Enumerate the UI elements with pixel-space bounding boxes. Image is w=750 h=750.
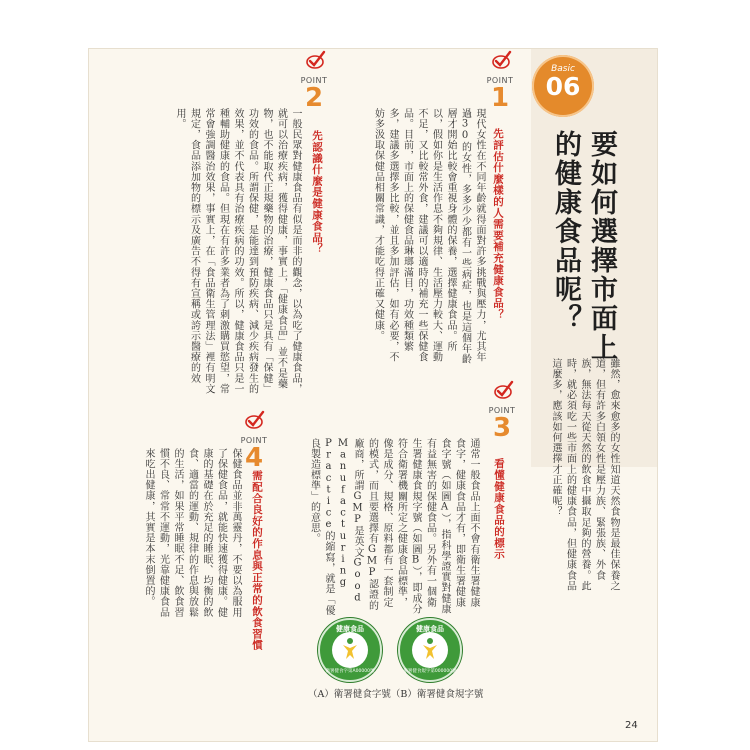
person-figure-icon: [420, 636, 440, 660]
point-3-body: 通常一般食品上面不會有衛生署健康食字，健康食品才有，即衛生署健康食字號（如圖A），指科學證實對健康有益無害的保健食品。另外有一個衛生署健康食規字號（如圖B），即成分符合衛署機關所定之健康食品標準，像是成分、規格、原料都有一套制定的模式，而且要選擇有GMP認證的廠商，所謂GMP是英文Good Manufacturing Practice的縮寫，就是「優良製造標準」的意思。: [308, 438, 479, 616]
checkmark-icon: [493, 380, 515, 400]
point-number: 4: [244, 443, 264, 473]
checkmark-icon: [305, 50, 327, 70]
point-label: POINT: [300, 76, 328, 85]
checkmark-icon: [491, 50, 513, 70]
page-title-line-2: 的健康食品呢？: [550, 130, 581, 333]
point-number: 3: [492, 413, 512, 443]
point-3-heading: 看懂健康食品的標示: [493, 458, 505, 560]
point-1-marker: [480, 76, 520, 111]
badge-number: 06: [545, 72, 581, 101]
intro-text: 雖然，愈來愈多的女性知道天然食物是最佳保養之道，但有許多白領女性是壓力族、緊張族、外食族，無法每天從天然的飲食中攝取足夠的營養。此時，就必須吃一些市面上的健康食品，但健康食品這麼多，應該如何選擇才正確呢？: [550, 358, 619, 592]
point-number: 1: [490, 83, 510, 113]
point-label: POINT: [240, 436, 268, 445]
stamp-title: 健康食品: [416, 625, 444, 633]
point-2-marker: [294, 76, 334, 111]
point-number: 2: [304, 83, 324, 113]
point-1-heading: 先評估什麼樣的人需要補充健康食品？: [492, 128, 504, 321]
health-food-stamp-b: [398, 618, 462, 682]
point-2-body: 一般民眾對健康食品有似是而非的觀念，以為吃了健康食品，就可以治療疾病，獲得健康，事實上，「健康食品」並不是藥物，也不能取代正規藥物的治療，健康食品只是具有「保健」功效的食品。所謂保健，是能達到預防疾病、減少疾病發生的效果，並不代表具有治療疾病的功效。所以，健康食品只是一種輔助健康的食品。但現在有許多業者為了刺激購買慾望，常常會強調醫治效果，事實上，在「食品衛生管理法」裡有明文規定，食品添加物的標示及廣告不得有宣稱或誇示醫療的效用。: [174, 108, 301, 395]
stamps-caption: （A）衛署健食字號（B）衛署健食規字號: [308, 689, 484, 700]
point-label: POINT: [488, 406, 516, 415]
point-4-heading: 需配合良好的作息與正常的飲食習慣: [251, 470, 263, 651]
health-food-stamp-a: [318, 618, 382, 682]
stamp-subtitle: 衛署健食字第A00000號: [325, 669, 375, 674]
page-number: 24: [625, 720, 638, 731]
point-1-body: 現代女性在不同年齡就得面對許多挑戰與壓力，尤其年過30的女性，多多少少都有一些病症，也是這個年齡層才開始比較會重視身體的保養，選擇健康食品。所以，假如你是生活作息不夠規律、生活壓力較大、運動不足，又比較常外食，建議可以適時的補充一些保健食品。目前，市面上的保健食品琳瑯滿目，功效種類繁多，建議多選擇多比較，並且多加評估，如有必要，不妨多汲取保健品相關常識，才能吃得正確又健康。: [372, 108, 485, 365]
page-title-line-1: 要如何選擇市面上: [586, 130, 617, 362]
person-figure-icon: [340, 636, 360, 660]
badge-label: Basic: [551, 64, 575, 74]
point-label: POINT: [486, 76, 514, 85]
point-2-heading: 先認識什麼是健康食品？: [311, 130, 323, 255]
point-4-body: 保健食品並非萬靈丹，不要以為服用了保健食品，就能快速獲得健康。健康的基礎在於充足的睡眠、均衡的飲食、適當的運動、規律的作息與放鬆的生活，如果平常睡眠不足、飲食習慣不良、常常不運動，光靠健康食品來吃出健康，其實是本末倒置的。: [143, 448, 241, 618]
stamp-title: 健康食品: [336, 625, 364, 633]
checkmark-icon: [244, 410, 266, 430]
point-3-marker: [482, 406, 522, 441]
chapter-badge: [532, 55, 594, 117]
stamp-subtitle: 衛署健食規字第000000號: [403, 669, 457, 674]
